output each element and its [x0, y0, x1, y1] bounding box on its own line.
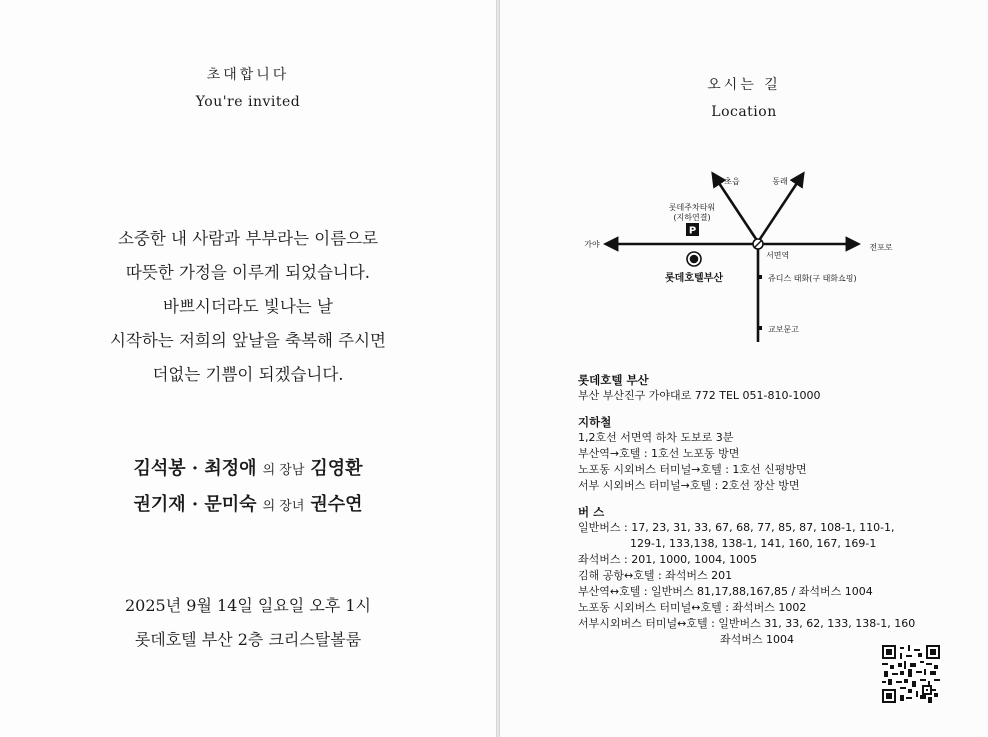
bus-line: 부산역↔호텔 : 일반버스 81,17,88,167,85 / 좌석버스 1004	[578, 585, 873, 598]
hotel-address: 부산 부산진구 가야대로 772 TEL 051-810-1000	[578, 389, 821, 402]
title-korean: 초대합니다	[206, 67, 290, 83]
parking-icon-label: P	[688, 225, 697, 237]
landmark-dot	[758, 275, 762, 279]
label-gaya: 가야	[584, 240, 600, 249]
label-choeup: 초읍	[724, 177, 740, 186]
label-dongrae: 동래	[772, 177, 788, 186]
groom-line	[0, 452, 496, 488]
location-title-english: Location	[711, 104, 777, 120]
bus-line: 서부시외버스 터미널↔호텔 : 일반버스 31, 33, 62, 133, 138-1, 160	[578, 617, 916, 630]
location-map	[570, 162, 900, 362]
event-date: 2025년 9월 14일 일요일 오후 1시	[125, 596, 371, 615]
hotel-title: 롯데호텔 부산	[578, 373, 649, 387]
subway-line: 서부 시외버스 터미널→호텔 : 2호선 장산 방면	[578, 479, 800, 492]
subway-line: 부산역→호텔 : 1호선 노포동 방면	[578, 447, 740, 460]
groom-name: 김영환	[310, 458, 363, 479]
family-names	[0, 452, 496, 524]
message-line: 더없는 기쁨이 되겠습니다.	[152, 365, 344, 384]
landmark-dot	[758, 326, 762, 330]
bride-relation: 의 장녀	[262, 499, 305, 514]
bus-line: 좌석버스 1004	[720, 633, 794, 646]
bus-line: 129-1, 133,138, 138-1, 141, 160, 167, 169-1	[630, 537, 877, 550]
location-title-korean: 오시는 길	[707, 77, 781, 93]
bride-line	[0, 488, 496, 524]
label-kyobo: 교보문고	[768, 325, 799, 334]
groom-relation: 의 장남	[262, 463, 305, 478]
message-line: 시작하는 저희의 앞날을 축복해 주시면	[109, 331, 386, 350]
directions-info	[578, 372, 938, 648]
groom-parents: 김석봉 · 최정애	[133, 458, 257, 479]
label-parking-sub: (지하연결)	[673, 213, 711, 222]
subway-line: 1,2호선 서면역 하차 도보로 3분	[578, 431, 734, 444]
label-seomyeon: 서면역	[766, 251, 790, 260]
subway-title: 지하철	[578, 415, 612, 429]
title-english: You're invited	[195, 94, 301, 110]
message-line: 따뜻한 가정을 이루게 되었습니다.	[125, 263, 371, 282]
qr-code-icon[interactable]	[882, 645, 940, 703]
bus-title: 버 스	[578, 505, 605, 519]
bus-line: 일반버스 : 17, 23, 31, 33, 67, 68, 77, 85, 87, 108-1, 110-1,	[578, 521, 895, 534]
bus-line: 김해 공항↔호텔 : 좌석버스 201	[578, 569, 733, 582]
label-judies: 쥬디스 태화(구 태화쇼핑)	[768, 274, 857, 283]
label-parking-tower: 롯데주차타워	[668, 203, 716, 212]
subway-line: 노포동 시외버스 터미널→호텔 : 1호선 신평방면	[578, 463, 807, 476]
event-venue: 롯데호텔 부산 2층 크리스탈볼룸	[134, 630, 362, 649]
label-jeonpo: 전포로	[869, 243, 893, 252]
bus-line: 좌석버스 : 201, 1000, 1004, 1005	[578, 553, 758, 566]
message-line: 소중한 내 사람과 부부라는 이름으로	[117, 229, 379, 248]
bus-line: 노포동 시외버스 터미널↔호텔 : 좌석버스 1002	[578, 601, 807, 614]
bride-parents: 권기재 · 문미숙	[133, 494, 257, 515]
bride-name: 권수연	[310, 494, 363, 515]
event-details	[0, 589, 496, 657]
invitation-message	[0, 222, 496, 392]
label-hotel: 롯데호텔부산	[665, 273, 723, 284]
message-line: 바쁘시더라도 빛나는 날	[163, 297, 333, 316]
